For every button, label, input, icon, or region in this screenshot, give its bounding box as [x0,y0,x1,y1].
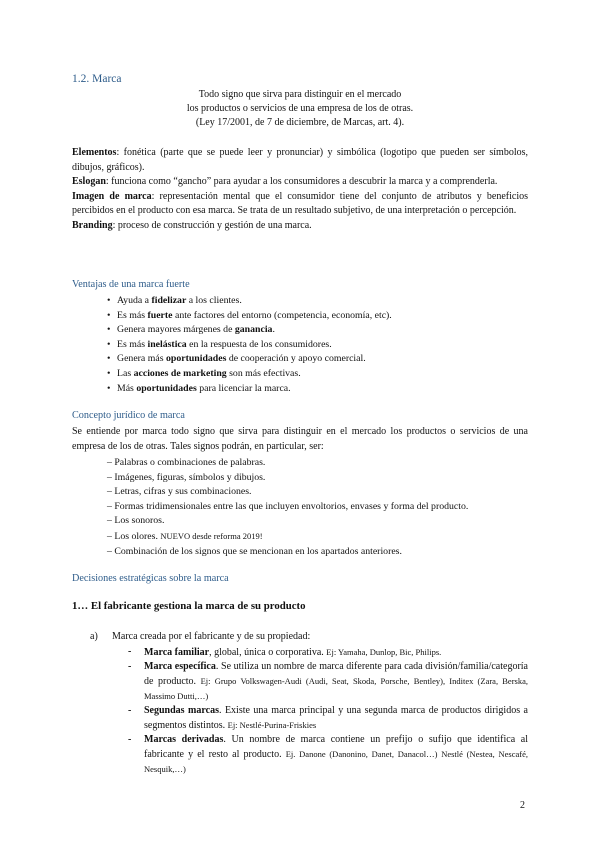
ventajas-list [107,294,392,396]
decisiones-heading: Decisiones estratégicas sobre la marca [72,573,229,584]
definition-text: : proceso de construcción y gestión de una marca. [112,219,312,231]
quote-line: los productos o servicios de una empresa de los de otras. [186,103,414,114]
list-item: – Formas tridimensionales entre las que incluyen envoltorios, envases y forma del producto. [107,500,468,515]
concepto-paragraph: Se entiende por marca todo signo que sirva para distinguir en el mercado los productos o servicios de una empresa de los de otras. Tales signos podrán, en particular, ser: [72,426,528,452]
list-item: – Combinación de los signos que se mencionan en los apartados anteriores. [107,545,468,560]
list-item: - Segundas marcas. Existe una marca principal y una segunda marca de productos dirigidos a segmentos distintos. Ej: Nestlé-Purina-Friskies [128,704,528,733]
marca-types-list [128,645,528,777]
definition-term: Imagen de marca [72,190,152,202]
definition-item [72,175,528,190]
definition-item [72,219,528,234]
item-a-text: Marca creada por el fabricante y de su propiedad: [112,631,311,642]
section-title: 1.2. Marca [72,73,122,85]
definition-term: Branding [72,219,113,231]
definition-term: Eslogan [72,176,106,187]
definition-term: Elementos [72,147,117,158]
list-item: • Genera más oportunidades de cooperación y apoyo comercial. [107,352,392,367]
definition-text: : funciona como “gancho” para ayudar a los consumidores a descubrir la marca y a comprenderla. [105,176,498,187]
item-a-label: a) [90,631,98,642]
list-item: - Marca familiar, global, única o corporativa. Ej: Yamaha, Dunlop, Bic, Philips. [128,645,528,660]
list-item: - Marcas derivadas. Un nombre de marca contiene un prefijo o sufijo que identifica al fabricante y el resto al producto. Ej. Danone (Danonino, Danet, Danacol…) Nestlé (Nestea, Nescafé, Nesquik,…) [128,733,528,777]
list-item: • Las acciones de marketing son más efectivas. [107,367,392,382]
concepto-list [107,456,468,559]
definition-text: : fonética (parte que se puede leer y pronunciar) y simbólica (logotipo que pueden ser símbolos, dibujos, gráficos). [72,147,528,173]
list-item: • Es más fuerte ante factores del entorno (competencia, economía, etc). [107,309,392,324]
definition-item [72,190,528,219]
list-item: • Más oportunidades para licenciar la marca. [107,382,392,397]
definition-text: : representación mental que el consumidor tiene del conjunto de atributos y beneficios percibidos en el producto con esa marca. Se trata de un resultado subjetivo, de una interpretación o percepción. [72,190,528,216]
olores-note: NUEVO desde reforma 2019! [160,530,263,541]
concepto-heading: Concepto jurídico de marca [72,410,185,421]
list-item: – Letras, cifras y sus combinaciones. [107,485,468,500]
list-item: – Los sonoros. [107,514,468,529]
list-item: – Imágenes, figuras, símbolos y dibujos. [107,471,468,486]
list-item: – Palabras o combinaciones de palabras. [107,456,468,471]
ventajas-heading: Ventajas de una marca fuerte [72,279,190,290]
list-item: - Marca específica. Se utiliza un nombre de marca diferente para cada división/familia/categoría de producto. Ej: Grupo Volkswagen-Audi (Audi, Seat, Skoda, Porsche, Bentley), Inditex (Zara, Berska, Massimo Dutti,…) [128,660,528,704]
definitions-block [72,146,528,233]
quote-line: Todo signo que sirva para distinguir en el mercado [198,89,402,100]
list-item: • Es más inelástica en la respuesta de los consumidores. [107,338,392,353]
list-item: – Los olores. NUEVO desde reforma 2019! [107,529,468,545]
list-item: • Ayuda a fidelizar a los clientes. [107,294,392,309]
list-item: • Genera mayores márgenes de ganancia. [107,323,392,338]
definition-item [72,146,528,175]
item-a [90,631,310,642]
quote-citation: (Ley 17/2001, de 7 de diciembre, de Marcas, art. 4). [195,117,405,128]
page-number: 2 [520,800,525,811]
definition-quote [150,88,450,130]
fabricante-subheading: 1… El fabricante gestiona la marca de su producto [72,600,306,612]
